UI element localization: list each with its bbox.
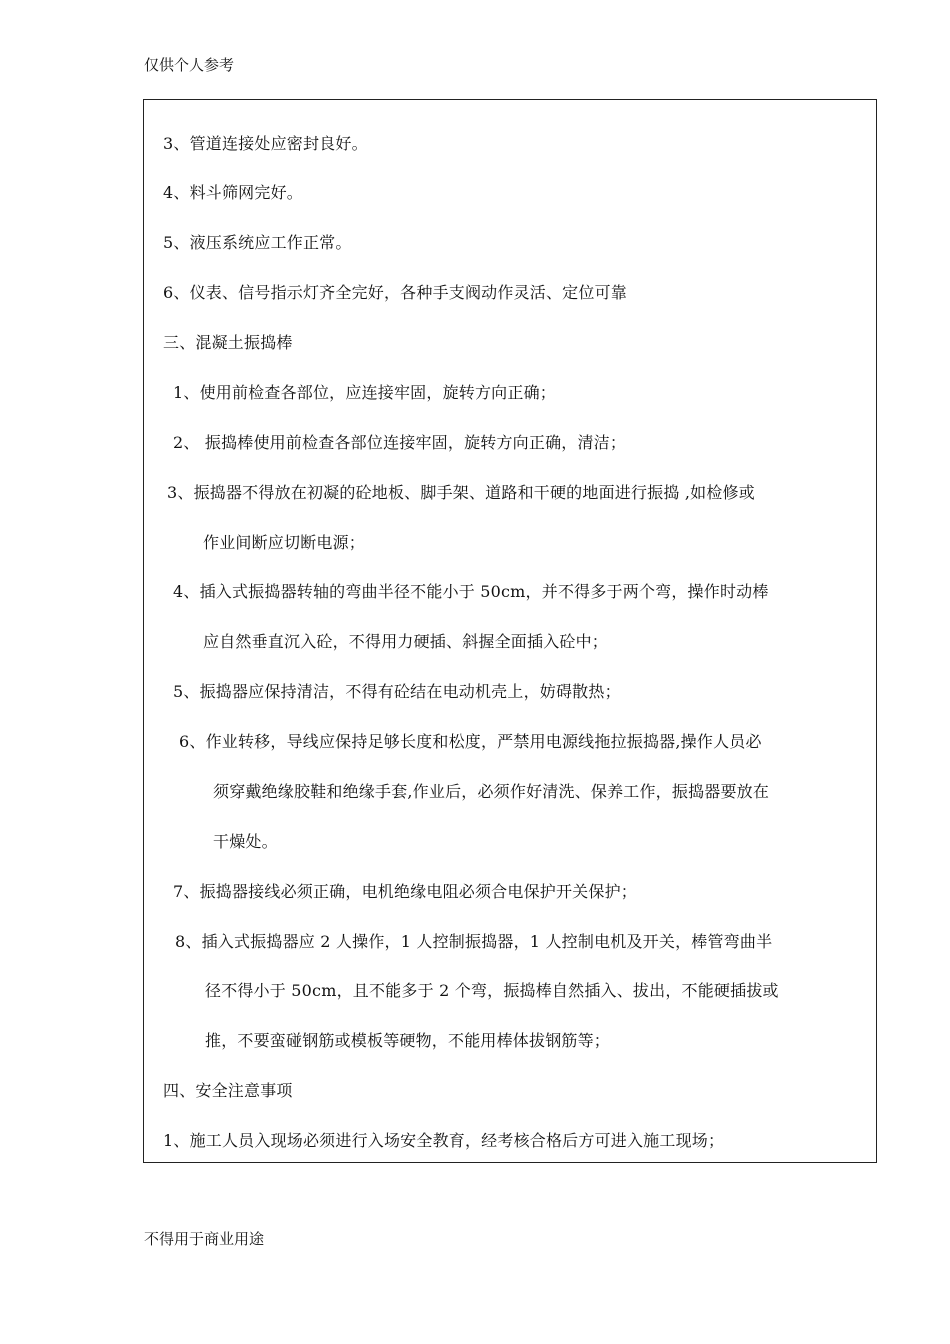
text-line: 5、液压系统应工作正常。	[163, 233, 352, 252]
header-note: 仅供个人参考	[144, 56, 235, 74]
text-line: 干燥处。	[213, 832, 278, 851]
text-line: 应自然垂直沉入砼，不得用力硬插、斜握全面插入砼中；	[203, 632, 609, 651]
text-line: 3、管道连接处应密封良好。	[163, 134, 368, 153]
text-line: 4、插入式振捣器转轴的弯曲半径不能小于 50cm，并不得多于两个弯，操作时动棒	[173, 582, 769, 601]
footer-note: 不得用于商业用途	[144, 1230, 265, 1248]
text-line: 2、 振捣棒使用前检查各部位连接牢固，旋转方向正确，清洁；	[173, 433, 627, 452]
text-line: 须穿戴绝缘胶鞋和绝缘手套,作业后，必须作好清洗、保养工作，振捣器要放在	[213, 782, 770, 801]
text-line: 推，不要蛮碰钢筋或模板等硬物，不能用棒体拔钢筋等；	[205, 1031, 611, 1050]
text-line: 1、使用前检查各部位，应连接牢固，旋转方向正确；	[173, 383, 556, 402]
text-line: 7、振捣器接线必须正确，电机绝缘电阻必须合电保护开关保护；	[173, 882, 637, 901]
section-heading: 三、混凝土振捣棒	[163, 333, 293, 352]
text-line: 3、振捣器不得放在初凝的砼地板、脚手架、道路和干硬的地面进行振捣 ,如检修或	[167, 483, 755, 502]
text-line: 1、施工人员入现场必须进行入场安全教育，经考核合格后方可进入施工现场；	[163, 1131, 725, 1150]
text-line: 径不得小于 50cm，且不能多于 2 个弯，振捣棒自然插入、拔出，不能硬插拔或	[205, 981, 779, 1000]
content-box	[143, 99, 877, 1163]
text-line: 6、仪表、信号指示灯齐全完好，各种手支阀动作灵活、定位可靠	[163, 283, 627, 302]
text-line: 4、料斗筛网完好。	[163, 183, 303, 202]
text-line: 作业间断应切断电源；	[203, 533, 366, 552]
text-line: 6、作业转移，导线应保持足够长度和松度，严禁用电源线拖拉振捣器,操作人员必	[179, 732, 762, 751]
text-line: 8、插入式振捣器应 2 人操作，1 人控制振捣器，1 人控制电机及开关，棒管弯曲半	[175, 932, 773, 951]
text-line: 5、振捣器应保持清洁，不得有砼结在电动机壳上，妨碍散热；	[173, 682, 621, 701]
section-heading: 四、安全注意事项	[163, 1081, 293, 1100]
